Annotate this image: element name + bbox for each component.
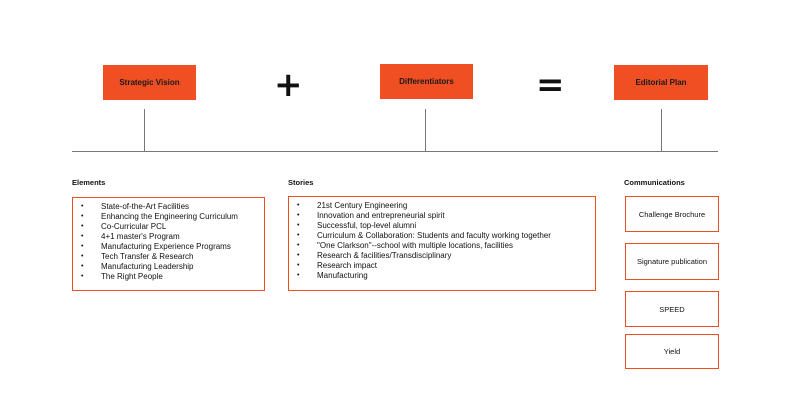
differentiators-label: Differentiators <box>399 77 454 86</box>
bullet-icon: • <box>81 223 84 230</box>
bullet-icon: • <box>297 252 300 259</box>
list-item: • 4+1 master's Program <box>81 232 180 241</box>
bullet-icon: • <box>297 222 300 229</box>
bullet-icon: • <box>81 263 84 270</box>
plus-operator: + <box>274 65 303 105</box>
bullet-icon: • <box>81 253 84 260</box>
strategic-vision-label: Strategic Vision <box>119 78 180 87</box>
bullet-icon: • <box>297 202 300 209</box>
bullet-icon: • <box>297 232 300 239</box>
stories-list <box>289 201 595 281</box>
list-item: • Curriculum & Collaboration: Students and faculty working together <box>297 231 551 240</box>
connector-line-differentiators <box>425 109 426 151</box>
communications-heading: Communications <box>624 178 685 187</box>
bullet-icon: • <box>297 212 300 219</box>
list-item: • Manufacturing Leadership <box>81 262 194 271</box>
bullet-icon: • <box>297 242 300 249</box>
differentiators-box <box>380 64 473 99</box>
list-item: • Innovation and entrepreneurial spirit <box>297 211 445 220</box>
bullet-icon: • <box>81 273 84 280</box>
bullet-icon: • <box>81 203 84 210</box>
bullet-icon: • <box>297 272 300 279</box>
list-item: • Co-Curricular PCL <box>81 222 167 231</box>
equals-operator: = <box>536 65 565 105</box>
list-item: • State-of-the-Art Facilities <box>81 202 190 211</box>
communication-challenge-brochure <box>625 196 719 232</box>
elements-heading: Elements <box>72 178 106 187</box>
strategic-vision-box <box>103 65 196 100</box>
stories-heading: Stories <box>288 178 314 187</box>
communication-label: Challenge Brochure <box>638 209 706 219</box>
list-item: • Research impact <box>297 261 378 270</box>
horizontal-divider <box>72 151 718 152</box>
communication-signature-publication <box>625 243 719 280</box>
bullet-icon: • <box>81 243 84 250</box>
list-item: • Tech Transfer & Research <box>81 252 194 261</box>
editorial-plan-label: Editorial Plan <box>635 78 687 87</box>
bullet-icon: • <box>297 262 300 269</box>
list-item: • Manufacturing <box>297 271 368 280</box>
stories-list-box <box>288 196 596 291</box>
list-item: • 21st Century Engineering <box>297 201 408 210</box>
bullet-icon: • <box>81 213 84 220</box>
communication-yield <box>625 334 719 369</box>
list-item: • Manufacturing Experience Programs <box>81 242 231 251</box>
communication-label: SPEED <box>659 304 685 314</box>
connector-line-strategic <box>144 109 145 151</box>
communication-speed <box>625 291 719 327</box>
list-item: • "One Clarkson"--school with multiple locations, facilities <box>297 241 513 250</box>
list-item: • Research & facilities/Transdisciplinary <box>297 251 452 260</box>
connector-line-editorial <box>661 109 662 151</box>
communication-label: Yield <box>663 347 681 356</box>
list-item: • The Right People <box>81 272 163 281</box>
editorial-plan-box <box>614 65 708 100</box>
bullet-icon: • <box>81 233 84 240</box>
list-item: • Enhancing the Engineering Curriculum <box>81 212 238 221</box>
list-item: • Successful, top-level alumni <box>297 221 417 230</box>
communication-label: Signature publication <box>636 257 708 266</box>
elements-list <box>73 202 264 282</box>
elements-list-box <box>72 197 265 291</box>
